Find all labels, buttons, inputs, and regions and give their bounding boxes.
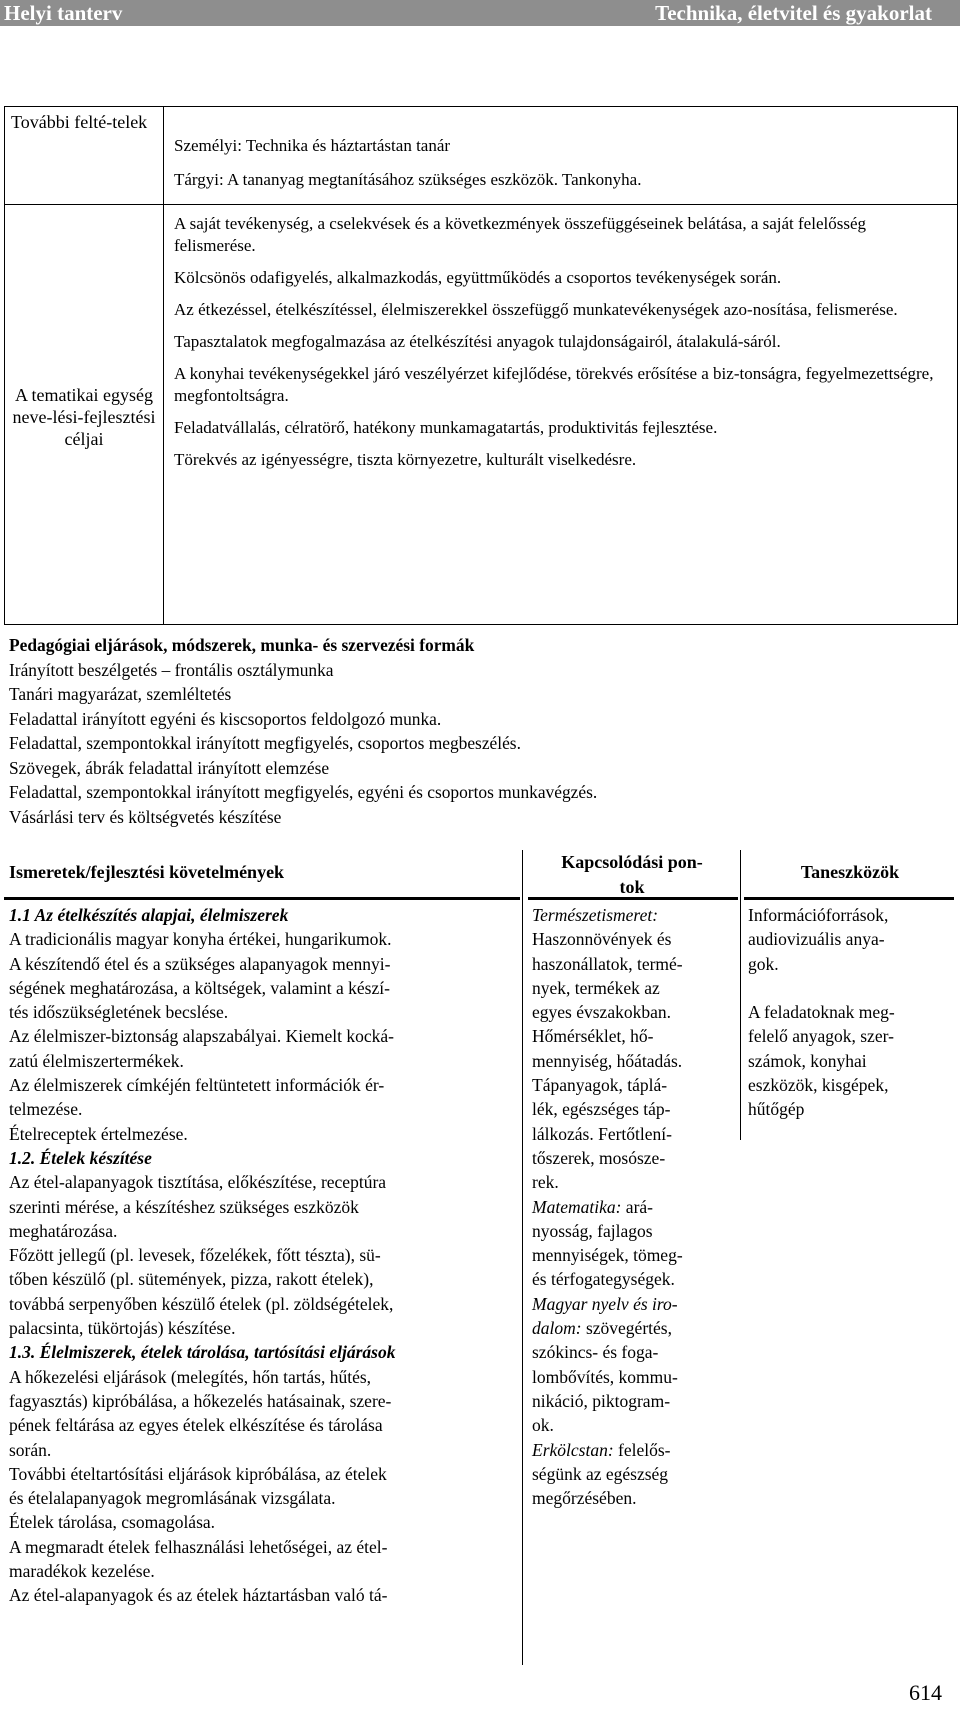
text-line: egyes évszakokban. <box>532 1002 671 1023</box>
text-line: során. <box>9 1439 52 1460</box>
text-line: Az élelmiszerek címkéjén feltüntetett információk ér- <box>9 1075 385 1096</box>
requirements-column <box>9 903 395 1608</box>
method-line: Vásárlási terv és költségvetés készítése <box>9 806 282 827</box>
conditions-label <box>5 107 164 205</box>
text-line: maradékok kezelése. <box>9 1561 155 1582</box>
goal-paragraph: Törekvés az igényességre, tiszta környezetre, kulturált viselkedésre. <box>174 450 637 469</box>
page-header <box>0 0 960 26</box>
text-line: Erkölcstan: felelős- <box>532 1439 671 1460</box>
text-line: tés időszükségletének becslése. <box>9 1002 229 1023</box>
header-left-title: Helyi tanterv <box>4 1 123 25</box>
tools-column <box>748 903 895 1122</box>
text-line: További ételtartósítási eljárások kipróbálása, az ételek <box>9 1463 387 1484</box>
tool-line: eszközök, kisgépek, <box>748 1075 889 1096</box>
tool-line: A feladatoknak meg- <box>748 1002 895 1023</box>
method-line: Tanári magyarázat, szemléltetés <box>9 684 232 704</box>
column-divider-2 <box>740 850 741 1140</box>
text-line: A hőkezelési eljárások (melegítés, hőn tartás, hűtés, <box>9 1366 372 1387</box>
text-line: Tápanyagok, táplá- <box>532 1075 668 1096</box>
text-line: Ételek tárolása, csomagolása. <box>9 1512 216 1533</box>
text-line: Természetismeret: <box>532 905 659 925</box>
text-line: 1.3. Élelmiszerek, ételek tárolása, tartósítási eljárások <box>9 1342 396 1363</box>
text-line: telmezése. <box>9 1099 83 1120</box>
text-line: fagyasztás) kipróbálása, a hőkezelés hatásainak, szere- <box>9 1390 392 1411</box>
tool-line: hűtőgép <box>748 1099 805 1120</box>
text-line: dalom: szövegértés, <box>532 1318 672 1339</box>
text-line: Az étel-alapanyagok és az ételek háztartásban való tá- <box>9 1585 388 1606</box>
method-line: Irányított beszélgetés – frontális osztálymunka <box>9 659 334 680</box>
conditions-content <box>164 107 958 205</box>
tool-line <box>748 976 895 1000</box>
goals-content <box>164 205 958 625</box>
goals-label <box>5 205 164 625</box>
goal-paragraph: A saját tevékenység, a cselekvések és a következmények összefüggéseinek belátása, a saját felelősség felismerése. <box>174 214 866 255</box>
text-line: palacsinta, tükörtojás) készítése. <box>9 1318 236 1339</box>
goal-paragraph: A konyhai tevékenységekkel járó veszélyérzet kifejlődése, törekvés erősítése a biz-tonságra, fegyelmezettségre, megfontoltságra. <box>174 364 934 405</box>
text-line: Az étel-alapanyagok tisztítása, előkészítése, receptúra <box>9 1172 387 1193</box>
text-line: pének feltárása az egyes ételek elkészítése és tárolása <box>9 1415 383 1436</box>
header-underline-3 <box>744 897 954 900</box>
text-line: megőrzésében. <box>532 1488 637 1509</box>
text-line: A készítendő étel és a szükséges alapanyagok mennyi- <box>9 953 391 974</box>
text-line: ségének meghatározása, a költségek, valamint a készí- <box>9 977 390 998</box>
method-line: Feladattal, szempontokkal irányított megfigyelés, csoportos megbeszélés. <box>9 733 521 753</box>
method-line: Feladattal irányított egyéni és kiscsoportos feldolgozó munka. <box>9 708 442 729</box>
text-line: tőben készülő (pl. sütemények, pizza, rakott ételek), <box>9 1269 374 1290</box>
text-line: ok. <box>532 1415 554 1436</box>
conditions-label-text: További felté-telek <box>11 112 148 132</box>
text-line: mennyiség, hőátadás. <box>532 1050 683 1071</box>
text-line: lék, egészséges táp- <box>532 1099 671 1120</box>
material-conditions: Tárgyi: A tananyag megtanításához szükséges eszközök. Tankonyha. <box>174 170 642 189</box>
tool-line: felelő anyagok, szer- <box>748 1026 894 1047</box>
tool-line: audiovizuális anya- <box>748 929 885 950</box>
text-line: Főzött jellegű (pl. levesek, főzelékek, főtt tészta), sü- <box>9 1245 381 1266</box>
text-line: ségünk az egészség <box>532 1463 669 1484</box>
text-line: és ételalapanyagok megromlásának vizsgálata. <box>9 1488 336 1509</box>
tool-line: gok. <box>748 953 779 974</box>
text-line: és térfogategységek. <box>532 1269 675 1290</box>
text-line: nyosság, fajlagos <box>532 1220 653 1241</box>
goal-paragraph: Feladatvállalás, célratörő, hatékony munkamagatartás, produktivitás fejlesztése. <box>174 418 718 437</box>
method-line: Feladattal, szempontokkal irányított megfigyelés, egyéni és csoportos munkavégzés. <box>9 782 598 802</box>
text-line: 1.1 Az ételkészítés alapjai, élelmiszerek <box>9 905 289 925</box>
goal-paragraph: Az étkezéssel, ételkészítéssel, élelmiszerekkel összefüggő munkatevékenységek azo-nosítása, felismerése. <box>174 300 898 319</box>
tool-line: számok, konyhai <box>748 1050 867 1071</box>
tools-header: Taneszközök <box>800 862 900 882</box>
header-underline-1 <box>4 897 520 900</box>
tool-line: Információforrások, <box>748 905 889 925</box>
text-line: A megmaradt ételek felhasználási lehetőségei, az étel- <box>9 1536 388 1557</box>
text-line: lálkozás. Fertőtlení- <box>532 1123 672 1144</box>
goal-paragraph: Tapasztalatok megfogalmazása az ételkészítési anyagok tulajdonságairól, átalakulá-sáról. <box>174 332 781 351</box>
requirements-header: Ismeretek/fejlesztési követelmények <box>9 862 285 882</box>
header-underline-2 <box>528 897 738 900</box>
text-line: szókincs- és foga- <box>532 1342 659 1363</box>
column-divider-1 <box>522 850 523 1665</box>
connections-header <box>532 850 732 900</box>
text-line: lombővítés, kommu- <box>532 1366 678 1387</box>
goals-label-text: A tematikai egység neve-lési-fejlesztési céljai <box>12 384 156 449</box>
text-line: meghatározása. <box>9 1220 118 1241</box>
text-line: A tradicionális magyar konyha értékei, hungarikumok. <box>9 929 392 950</box>
methods-section <box>9 633 949 829</box>
text-line: Az élelmiszer-biztonság alapszabályai. Kiemelt kocká- <box>9 1026 394 1047</box>
connections-header-line2: tok <box>619 877 645 897</box>
method-line: Szövegek, ábrák feladattal irányított elemzése <box>9 757 330 778</box>
text-line: nyek, termékek az <box>532 977 660 998</box>
text-line: Ételreceptek értelmezése. <box>9 1123 188 1144</box>
goal-paragraph: Kölcsönös odafigyelés, alkalmazkodás, együttműködés a csoportos tevékenységek során. <box>174 268 782 287</box>
personal-conditions: Személyi: Technika és háztartástan tanár <box>174 136 451 155</box>
text-line: Haszonnövények és <box>532 929 672 950</box>
header-right-title: Technika, életvitel és gyakorlat <box>655 1 932 25</box>
text-line: Hőmérséklet, hő- <box>532 1026 654 1047</box>
page-number: 614 <box>909 1680 942 1705</box>
text-line: 1.2. Ételek készítése <box>9 1147 152 1168</box>
text-line: Matematika: ará- <box>532 1196 653 1217</box>
text-line: mennyiségek, tömeg- <box>532 1245 683 1266</box>
text-line: rek. <box>532 1172 559 1193</box>
text-line: szerinti mérése, a készítéshez szükséges eszközök <box>9 1196 359 1217</box>
connections-header-line1: Kapcsolódási pon- <box>561 852 703 872</box>
goals-table <box>4 106 958 625</box>
text-line: tőszerek, mosósze- <box>532 1147 666 1168</box>
text-line: továbbá serpenyőben készülő ételek (pl. zöldségételek, <box>9 1293 394 1314</box>
text-line: Magyar nyelv és iro- <box>532 1293 678 1314</box>
text-line: nikáció, piktogram- <box>532 1390 671 1411</box>
connections-column <box>532 903 683 1510</box>
methods-title: Pedagógiai eljárások, módszerek, munka- és szervezési formák <box>9 635 475 655</box>
text-line: haszonállatok, termé- <box>532 953 683 974</box>
text-line: zatú élelmiszertermékek. <box>9 1050 184 1071</box>
